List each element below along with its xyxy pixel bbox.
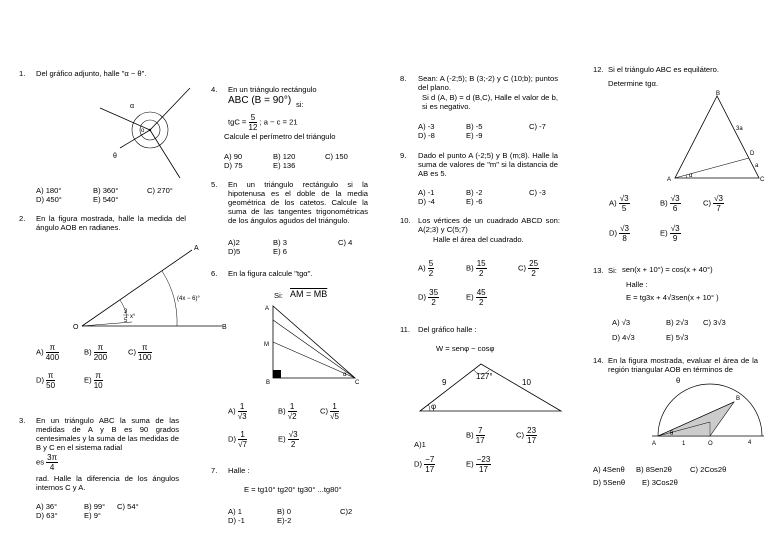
q8-opt-d: D) -8	[418, 131, 435, 140]
q8-statement-2: Si d (A, B) = d (B,C), Halle el valor de b, si es negativo.	[422, 93, 558, 111]
q2-statement: En la figura mostrada, halle la medida del ángulo AOB en radianes.	[36, 214, 186, 232]
q7-opt-a: A) 1	[228, 507, 242, 516]
q3-fraction: es $\frac{3\pi}{4}$	[36, 453, 58, 472]
q14-theta-label: θ	[670, 431, 674, 437]
q12-opt-c: C) $\frac{√3}{7}$	[703, 194, 723, 213]
q12-a-label: A	[667, 177, 672, 183]
q4-opt-e: E) 136	[273, 161, 296, 170]
q11-opt-d: D) $\frac{-7}{17}$	[414, 455, 435, 474]
q13-condition: sen(x + 10°) = cos(x + 40°)	[622, 265, 713, 274]
q11-opt-e: E) $\frac{-23}{17}$	[466, 455, 491, 474]
q3-number: 3.	[19, 416, 26, 425]
q2-angle-outer: (4x − 6)°	[177, 296, 200, 302]
q6-figure	[263, 300, 363, 385]
q14-number: 14.	[593, 356, 604, 365]
q12-opt-a: A) $\frac{√3}{5}$	[609, 194, 629, 213]
q2-angle-num: 3	[124, 309, 128, 315]
q5-opt-d: D)5	[228, 247, 241, 256]
q2-number: 2.	[19, 214, 26, 223]
q5-statement: En un triángulo rectángulo si la hipotenusa es el doble de la media geométrica de los catetos. Calcule la suma de las tangentes trigonométricas de los ángulos agudos del triángulo.	[228, 180, 368, 225]
q3-statement: En un triángulo ABC la suma de las medidas de A y B es 90 grados centesimales y la suma de las medidas de B y C en el sistema radial	[36, 416, 179, 452]
q11-opt-a: A)1	[414, 440, 426, 449]
q2-o-label: O	[73, 324, 79, 331]
q14-a-label: A	[652, 441, 657, 447]
q11-opt-b: B) $\frac{7}{17}$	[466, 426, 485, 445]
q14-opt-e: E) 3Cos2θ	[642, 478, 678, 487]
q2-opt-b: B) $\frac{\pi}{200}$	[84, 343, 108, 362]
q3-opt-d: D) 63°	[36, 511, 58, 520]
q2-opt-a: A) $\frac{\pi}{400}$	[36, 343, 60, 362]
q13-opt-c: C) 3√3	[703, 318, 726, 327]
q10-opt-b: B) $\frac{15}{2}$	[466, 259, 486, 278]
q7-number: 7.	[211, 466, 218, 475]
q1-opt-b: B) 360°	[93, 186, 119, 195]
q1-opt-e: E) 540°	[93, 195, 119, 204]
q4-opt-c: C) 150	[325, 152, 348, 161]
q6-c-label: C	[355, 380, 360, 386]
q6-b-label: B	[266, 380, 271, 386]
q14-len-1: 1	[682, 441, 686, 447]
q12-opt-b: B) $\frac{√3}{6}$	[660, 194, 680, 213]
q6-opt-c: C) $\frac{1}{√5}$	[320, 402, 339, 421]
q13-expression: E = tg3x + 4√3sen(x + 10° )	[626, 293, 719, 302]
q8-number: 8.	[400, 74, 407, 83]
q12-a-side: a	[755, 163, 759, 169]
q6-opt-a: A) $\frac{1}{√3}$	[228, 402, 247, 421]
q1-o-label: o	[141, 128, 145, 134]
q4-opt-d: D) 75	[224, 161, 243, 170]
q12-opt-d: D) $\frac{√3}{8}$	[609, 224, 629, 243]
q7-opt-d: D) -1	[228, 516, 245, 525]
q14-opt-a: A) 4Senθ	[593, 465, 625, 474]
q9-opt-e: E) -6	[466, 197, 483, 206]
q3-statement-2: rad. Halle la diferencia de los ángulos internos C y A.	[36, 474, 179, 492]
q14-statement: En la figura mostrada, evaluar el área de la región triangular AOB en términos de	[608, 356, 758, 374]
q11-statement: Del gráfico halle :	[418, 325, 477, 334]
q14-len-4: 4	[748, 440, 752, 446]
q12-c-label: C	[760, 177, 765, 183]
q6-opt-b: B) $\frac{1}{√2}$	[278, 402, 297, 421]
q9-statement: Dado el punto A (-2;5) y B (m;8). Halle la suma de valores de "m" si la distancia de AB es 5.	[418, 151, 558, 178]
q6-m-label: M	[264, 342, 269, 348]
q2-angle-suffix: x°	[130, 314, 136, 320]
q1-opt-a: A) 180°	[36, 186, 62, 195]
q12-number: 12.	[593, 65, 604, 74]
q7-opt-e: E)-2	[277, 516, 292, 525]
q10-statement: Los vértices de un cuadrado ABCD son: A(2;3) y C(5;7)	[418, 216, 560, 234]
q1-opt-d: D) 450°	[36, 195, 62, 204]
q10-opt-d: D) $\frac{35}{2}$	[418, 288, 439, 307]
q13-opt-a: A) √3	[612, 318, 631, 327]
q13-halle: Halle :	[626, 280, 648, 289]
q5-number: 5.	[211, 180, 218, 189]
q10-opt-a: A) $\frac{5}{2}$	[418, 259, 434, 278]
q9-opt-b: B) -2	[466, 188, 483, 197]
q4-statement: En un triángulo rectángulo	[228, 85, 317, 94]
q6-number: 6.	[211, 269, 218, 278]
q9-opt-d: D) -4	[418, 197, 435, 206]
q4-opt-a: A) 90	[224, 152, 243, 161]
q11-side-9: 9	[442, 378, 447, 387]
q12-opt-e: E) $\frac{√3}{9}$	[660, 224, 680, 243]
q14-o-label: O	[708, 441, 713, 447]
q2-opt-e: E) $\frac{\pi}{10}$	[84, 371, 103, 390]
q14-b-label: B	[736, 396, 741, 402]
q11-opt-c: C) $\frac{23}{17}$	[516, 426, 537, 445]
q1-number: 1.	[19, 69, 26, 78]
q12-alpha-label: α	[689, 173, 693, 179]
q2-b-label: B	[222, 324, 227, 331]
q12-statement: Si el triángulo ABC es equilátero.	[608, 65, 720, 74]
q5-opt-b: B) 3	[273, 238, 287, 247]
q11-side-10: 10	[522, 378, 531, 387]
q1-opt-c: C) 270°	[147, 186, 173, 195]
q5-opt-e: E) 6	[273, 247, 287, 256]
q13-opt-b: B) 2√3	[666, 318, 689, 327]
q7-opt-c: C)2	[340, 507, 353, 516]
q6-a-label: A	[265, 306, 270, 312]
q2-figure	[72, 240, 232, 335]
q4-si: si:	[296, 100, 304, 109]
q10-statement-2: Halle el área del cuadrado.	[433, 235, 524, 244]
q9-opt-c: C) -3	[529, 188, 546, 197]
q4-number: 4.	[211, 85, 218, 94]
q4-opt-b: B) 120	[273, 152, 296, 161]
q4-triangle: ABC (B = 90°)	[228, 95, 292, 106]
q8-opt-c: C) -7	[529, 122, 546, 131]
q5-opt-c: C) 4	[338, 238, 353, 247]
q4-tgc: tgC = $\frac{5}{12}$ ; a − c = 21	[228, 113, 298, 132]
q1-figure	[95, 78, 218, 189]
q6-statement: En la figura calcule "tgα".	[228, 269, 313, 278]
q11-figure	[418, 356, 568, 416]
q11-phi: φ	[431, 402, 437, 411]
q14-figure	[648, 388, 768, 448]
q7-statement: Halle :	[228, 466, 250, 475]
q14-opt-d: D) 5Senθ	[593, 478, 626, 487]
q13-si: Si:	[608, 266, 617, 275]
q11-expression: W = senφ − cosφ	[436, 344, 495, 353]
q6-opt-e: E) $\frac{√3}{2}$	[278, 430, 298, 449]
q14-theta: θ	[676, 376, 681, 385]
q12-3a-label: 3a	[736, 126, 743, 132]
q14-opt-c: C) 2Cos2θ	[690, 465, 727, 474]
q2-a-label: A	[194, 245, 199, 252]
q3-opt-c: C) 54°	[117, 502, 139, 511]
q2-opt-d: D) $\frac{\pi}{50}$	[36, 371, 56, 390]
q3-opt-a: A) 36°	[36, 502, 58, 511]
q6-alpha-label: α	[343, 372, 347, 378]
q9-opt-a: A) -1	[418, 188, 435, 197]
q8-opt-e: E) -9	[466, 131, 483, 140]
q9-number: 9.	[400, 151, 407, 160]
q13-opt-e: E) 5√3	[666, 333, 689, 342]
q7-expression: E = tg10° tg20° tg30° ...tg80°	[244, 485, 342, 494]
q6-condition: AM = MB	[290, 289, 328, 299]
q12-b-label: B	[716, 91, 721, 97]
q4-calc: Calcule el perímetro del triángulo	[224, 132, 336, 141]
q2-opt-c: C) $\frac{\pi}{100}$	[128, 343, 152, 362]
q12-statement-2: Determine tgα.	[608, 79, 658, 88]
q13-number: 13.	[593, 266, 604, 275]
q12-d-label: D	[750, 151, 755, 157]
q13-opt-d: D) 4√3	[612, 333, 635, 342]
q10-opt-c: C) $\frac{25}{2}$	[518, 259, 539, 278]
q7-opt-b: B) 0	[277, 507, 291, 516]
q10-number: 10.	[400, 216, 411, 225]
q2-angle-den: 5	[124, 318, 128, 324]
q11-angle-127: 127°	[476, 372, 493, 381]
q6-si: Si:	[274, 291, 283, 300]
q3-opt-b: B) 99°	[84, 502, 106, 511]
q8-opt-b: B) -5	[466, 122, 483, 131]
q3-opt-e: E) 9°	[84, 511, 101, 520]
q10-opt-e: E) $\frac{45}{2}$	[466, 288, 486, 307]
q11-number: 11.	[400, 325, 410, 334]
q1-theta-label: θ	[113, 153, 117, 160]
q6-opt-d: D) $\frac{1}{√7}$	[228, 430, 247, 449]
q1-alpha-label: α	[130, 103, 135, 110]
q12-figure	[665, 92, 765, 182]
q14-opt-b: B) 8Sen2θ	[636, 465, 672, 474]
q8-opt-a: A) -3	[418, 122, 435, 131]
q1-statement: Del gráfico adjunto, halle "α − θ".	[36, 69, 147, 78]
q5-opt-a: A)2	[228, 238, 240, 247]
q8-statement: Sean: A (-2;5); B (3;-2) y C (10;b); puntos del plano.	[418, 74, 558, 92]
